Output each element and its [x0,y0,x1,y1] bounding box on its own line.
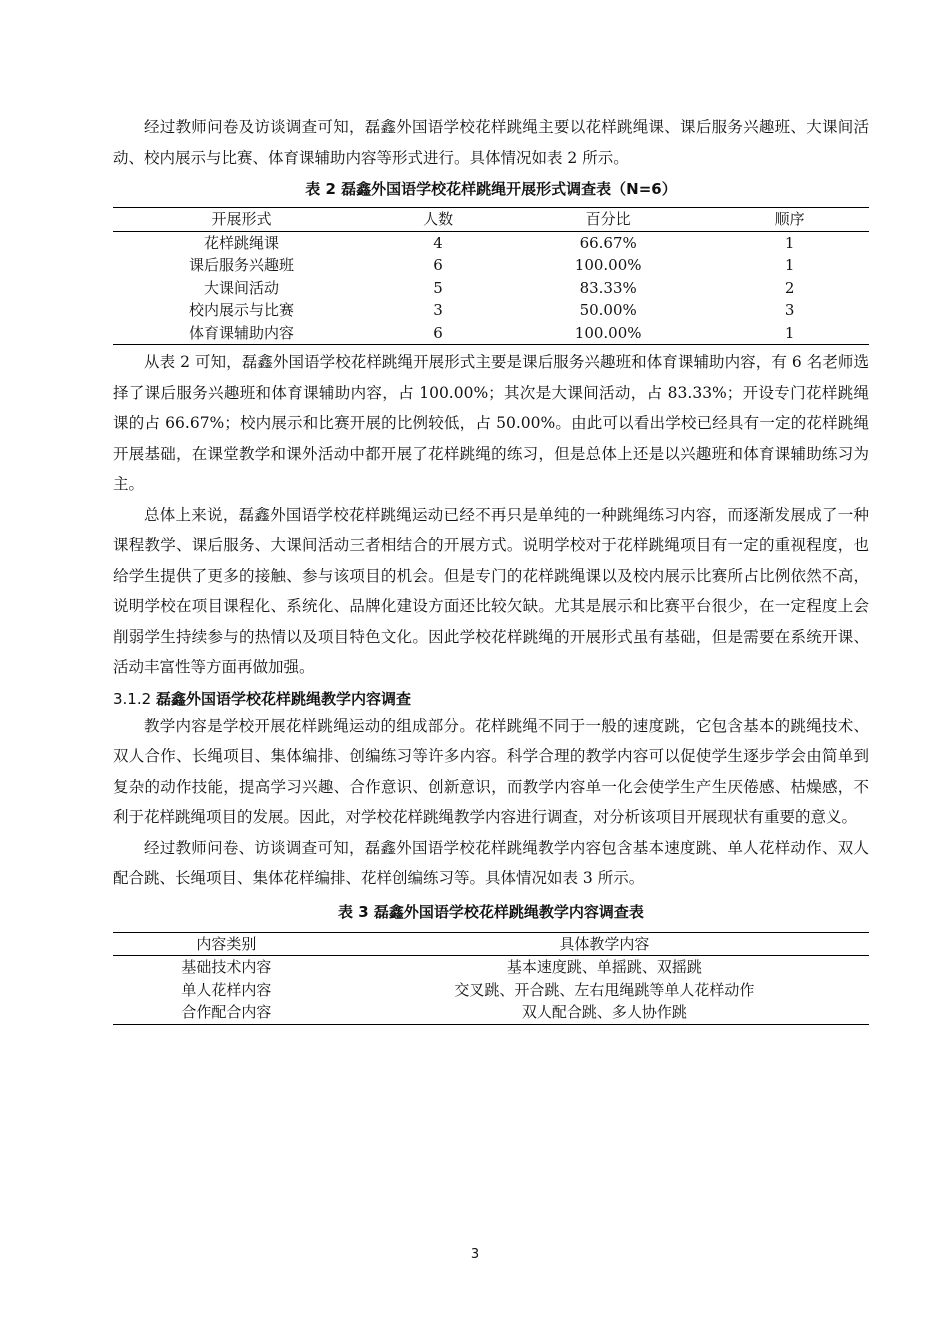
table2-header-cell: 人数 [423,210,454,228]
table2-cell: 大课间活动 [204,278,280,297]
paragraph-intro-table2: 经过教师问卷及访谈调查可知，磊鑫外国语学校花样跳绳主要以花样跳绳课、课后服务兴趣班、大课间活动、校内展示与比赛、体育课辅助内容等形式进行。具体情况如表 2 所示。 [113,118,869,167]
table2-cell: 6 [433,256,443,274]
table2-cell: 100.00% [574,323,642,342]
table3-header-cell: 具体教学内容 [559,934,650,953]
section-heading [113,687,869,711]
table2-header-cell: 顺序 [774,210,805,228]
table3-cell: 基本速度跳、单摇跳、双摇跳 [506,958,702,976]
table-row [113,1001,869,1024]
table2-cell: 体育课辅助内容 [189,323,295,342]
page-content [113,112,869,1025]
table3-header-cell: 内容类别 [196,934,257,953]
table2-cell: 83.33% [579,278,637,297]
table2-cell: 5 [433,278,443,297]
table2-cell: 100.00% [574,256,642,274]
table3-cell: 交叉跳、开合跳、左右甩绳跳等单人花样动作 [454,980,755,999]
table-row [113,231,869,254]
table-row [113,979,869,1002]
table2-cell: 66.67% [579,233,637,252]
table2-cell: 4 [433,233,443,252]
table-row [113,322,869,345]
table-row [113,299,869,322]
table2-cell: 校内展示与比赛 [189,301,295,319]
page-number: 3 [470,1247,480,1262]
table2-cell: 1 [784,323,795,342]
table2-cell: 花样跳绳课 [204,233,280,252]
table2-caption: 表 2 磊鑫外国语学校花样跳绳开展形式调查表（N=6） [305,180,677,198]
table2 [113,207,869,345]
table2-cell: 6 [433,323,443,342]
section-number: 3.1.2 [113,689,152,708]
table2-cell: 课后服务兴趣班 [189,256,295,274]
table2-cell: 3 [433,301,443,319]
table3-cell: 双人配合跳、多人协作跳 [521,1003,687,1021]
table3-header-row [113,932,869,956]
table3-caption: 表 3 磊鑫外国语学校花样跳绳教学内容调查表 [338,902,644,921]
paragraph-teaching-content: 教学内容是学校开展花样跳绳运动的组成部分。花样跳绳不同于一般的速度跳，它包含基本的跳绳技术、双人合作、长绳项目、集体编排、创编练习等许多内容。科学合理的教学内容可以促使学生逐步学会由简单到复杂的动作技能，提高学习兴趣、合作意识、创新意识，而教学内容单一化会使学生产生厌倦感、枯燥感，不利于花样跳绳项目的发展。因此，对学校花样跳绳教学内容进行调查，对分析该项目开展现状有重要的意义。 [113,716,869,826]
table2-header-row [113,208,869,232]
table2-cell: 1 [784,256,795,274]
table3-cell: 合作配合内容 [181,1003,272,1021]
paragraph-summary: 总体上来说，磊鑫外国语学校花样跳绳运动已经不再只是单纯的一种跳绳练习内容，而逐渐发展成了一种课程教学、课后服务、大课间活动三者相结合的开展方式。说明学校对于花样跳绳项目有一定的重视程度，也给学生提供了更多的接触、参与该项目的机会。但是专门的花样跳绳课以及校内展示比赛所占比例依然不高，说明学校在项目课程化、系统化、品牌化建设方面还比较欠缺。尤其是展示和比赛平台很少，在一定程度上会削弱学生持续参与的热情以及项目特色文化。因此学校花样跳绳的开展形式虽有基础，但是需要在系统开课、活动丰富性等方面再做加强。 [113,505,869,676]
table-row [113,254,869,277]
paragraph-intro-table3: 经过教师问卷、访谈调查可知，磊鑫外国语学校花样跳绳教学内容包含基本速度跳、单人花样动作、双人配合跳、长绳项目、集体花样编排、花样创编练习等。具体情况如表 3 所示。 [113,838,869,887]
table2-cell: 3 [784,301,795,319]
paragraph-table2-analysis: 从表 2 可知，磊鑫外国语学校花样跳绳开展形式主要是课后服务兴趣班和体育课辅助内容，有 6 名老师选择了课后服务兴趣班和体育课辅助内容，占 100.00%；其次是大课间活动，占 83.33%；开设专门花样跳绳课的占 66.67%；校内展示和比赛开展的比例较低，占 50.00%。由此可以看出学校已经具有一定的花样跳绳开展基础，在课堂教学和课外活动中都开展了花样跳绳的练习，但是总体上还是以兴趣班和体育课辅助练习为主。 [113,353,869,493]
table-row [113,956,869,979]
table2-header-cell: 开展形式 [211,210,272,228]
table2-cell: 50.00% [579,301,637,319]
table2-header-cell: 百分比 [585,210,631,228]
table2-cell: 2 [784,278,795,297]
table2-cell: 1 [784,233,795,252]
table-row [113,277,869,300]
section-title: 磊鑫外国语学校花样跳绳教学内容调查 [155,689,411,708]
table3-cell: 基础技术内容 [181,958,272,976]
table3 [113,932,869,1025]
table3-cell: 单人花样内容 [181,980,272,999]
